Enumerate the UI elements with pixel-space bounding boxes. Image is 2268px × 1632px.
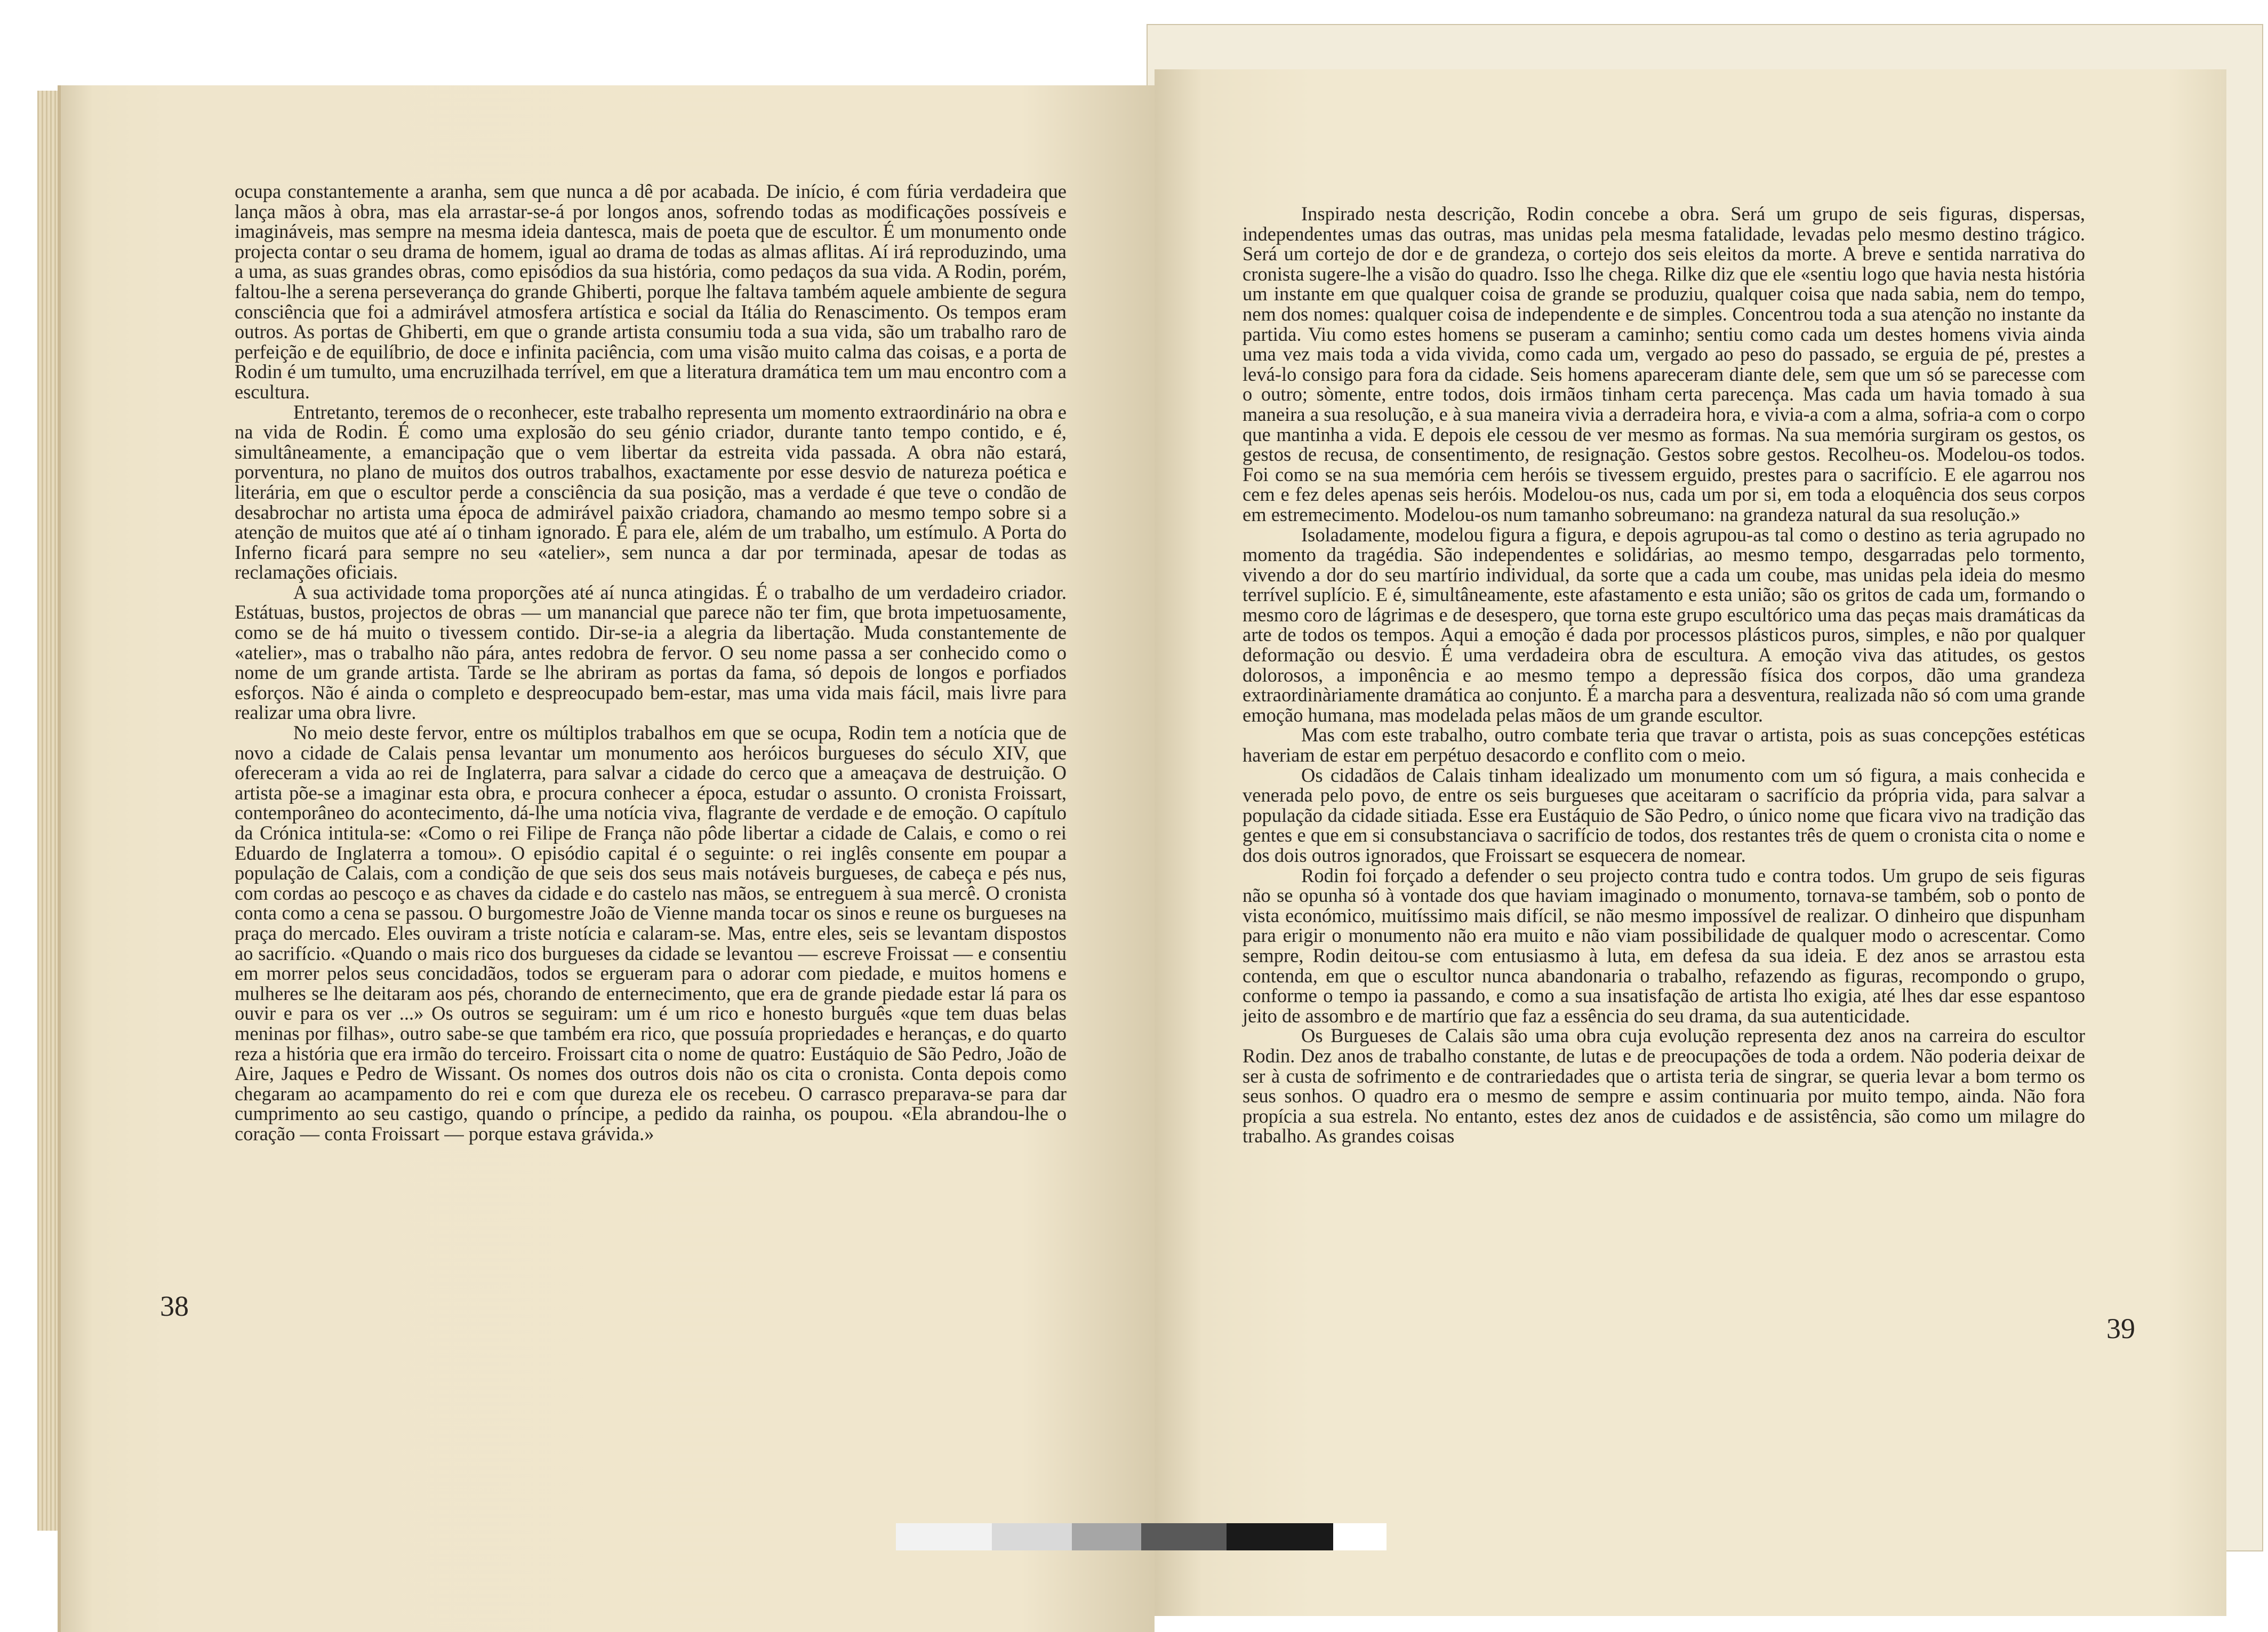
paragraph: ocupa constantemente a aranha, sem que nunca a dê por acabada. De início, é com fúria verdadeira que lança mãos à obra, mas ela arrastar-se-á por longos anos, sofrendo todas as modificações possíveis e imagináveis, mas sempre na mesma ideia dantesca, mais de poeta que de escultor. É um monumento onde projecta contar o seu drama de homem, igual ao drama de todas as almas aflitas. Aí irá reproduzindo, uma a uma, as suas grandes obras, como episódios da sua história, como pedaços da sua vida. A Rodin, porém, faltou-lhe a serena perseverança do grande Ghiberti, porque lhe faltava também aquele ambiente de segura consciência que foi a admirável atmosfera artística e social da Itália do Renascimento. Os tempos eram outros. As portas de Ghiberti, em que o grande artista consumiu toda a sua vida, são um trabalho raro de perfeição e de equilíbrio, de doce e infinita paciência, com uma visão muito calma das coisas, e a porta de Rodin é um tumulto, uma encruzilhada terrível, em que a literatura dramática tem um mau encontro com a escultura. — [235, 180, 1067, 403]
page-number-left: 38 — [160, 1290, 189, 1322]
calibration-swatch — [1227, 1523, 1333, 1550]
left-page-text — [235, 181, 1067, 1144]
paragraph: Inspirado nesta descrição, Rodin concebe a obra. Será um grupo de seis figuras, dispersas, independentes umas das outras, mas unidas pela mesma fatalidade, levadas pelo mesmo destino trágico. Será um cortejo de dor e de grandeza, o cortejo dos seis eleitos da morte. A breve e sentida narrativa do cronista sugere-lhe a visão do quadro. Isso lhe chega. Rilke diz que ele «sentiu logo que havia nesta história um instante em que qualquer coisa de grande se produziu, qualquer coisa que nada sabia, nem do tempo, nem dos nomes: qualquer coisa de independente e de simples. Concentrou toda a sua atenção no instante da partida. Viu como estes homens se puseram a caminho; sentiu como cada um destes homens vivia ainda uma vez mais toda a vida vivida, como cada um, vergado ao peso do passado, se erguia de pé, prestes a levá-lo consigo para fora da cidade. Seis homens apareceram diante dele, sem que um só se parecesse com o outro; sòmente, entre todos, dois irmãos tinham certa parecença. Mas cada um havia tomado à sua maneira a sua resolução, e à sua maneira vivia a derradeira hora, e vivia-a com a alma, sofria-a com o corpo que mantinha a vida. E depois ele cessou de ver mesmo as formas. Na sua memória surgiram os gestos, os gestos de recusa, de consentimento, de resignação. Gestos sobre gestos. Recolheu-os. Modelou-os todos. Foi como se na sua memória cem heróis se tivessem erguido, prestes para o sacrifício. E ele agarrou nos cem e fez deles apenas seis heróis. Modelou-os nus, cada um por si, em toda a eloquência dos seus corpos em estremecimento. Modelou-os num tamanho sobreumano: na grandeza natural da sua resolução.» — [1243, 203, 2085, 525]
paragraph: Rodin foi forçado a defender o seu projecto contra tudo e contra todos. Um grupo de seis figuras não se opunha só à vontade dos que haviam imaginado o monumento, tornava-se também, sob o ponto de vista económico, muitíssimo mais difícil, se não mesmo impossível de realizar. O dinheiro que dispunham para erigir o monumento não era muito e não viam possibilidade de qualquer modo o acrescentar. Como sempre, Rodin deitou-se com entusiasmo à luta, em defesa da sua ideia. E dez anos se arrastou esta contenda, em que o escultor nunca abandonaria o trabalho, refazendo as figuras, recompondo o grupo, conforme o tempo ia passando, e como a sua insatisfação de artista lho exigia, até lhes dar esse espantoso jeito de assombro e de martírio que faz a essência do seu drama, da sua autenticidade. — [1243, 864, 2085, 1027]
color-calibration-bar — [896, 1523, 1387, 1550]
calibration-swatch — [1333, 1523, 1387, 1550]
paragraph: A sua actividade toma proporções até aí nunca atingidas. É o trabalho de um verdadeiro criador. Estátuas, bustos, projectos de obras — um manancial que parece não ter fim, que brota impetuosamente, como se de há muito o tivessem contido. Dir-se-ia a alegria da libertação. Muda constantemente de «atelier», mas o trabalho não pára, antes redobra de fervor. O seu nome passa a ser conhecido como o nome de um grande artista. Tarde se lhe abriram as portas da fama, só depois de longos e porfiados esforços. Não é ainda o completo e despreocupado bem-estar, mas uma vida mais fácil, mais livre para realizar uma obra livre. — [235, 581, 1067, 724]
paragraph: Isoladamente, modelou figura a figura, e depois agrupou-as tal como o destino as teria agrupado no momento da tragédia. São independentes e solidárias, ao mesmo tempo, desgarradas pelo tormento, vivendo a dor do seu martírio individual, da sorte que a cada um coube, mas unidas pela ideia do mesmo terrível suplício. E é, simultâneamente, este afastamento e esta união; são os gritos de cada um, formando o mesmo coro de lágrimas e de desespero, que torna este grupo escultórico uma das peças mais dramáticas da arte de todos os tempos. Aqui a emoção é dada por processos plásticos puros, simples, e não por qualquer deformação ou desvio. É uma verdadeira obra de escultura. A emoção viva das atitudes, os gestos dolorosos, a imponência e ao mesmo tempo a depressão física dos corpos, dão uma grandeza extraordinàriamente dramática ao conjunto. É a marcha para a desventura, realizada não só com uma grande emoção humana, mas modelada pelas mãos de um grande escultor. — [1243, 523, 2085, 726]
paragraph: Os Burgueses de Calais são uma obra cuja evolução representa dez anos na carreira do escultor Rodin. Dez anos de trabalho constante, de lutas e de preocupações de toda a ordem. Não poderia deixar de ser à custa de sofrimento e de contrariedades que o artista teria de singrar, se queria levar a bom termo os seus sonhos. O quadro era o mesmo de sempre e assim continuaria por muito tempo, ainda. Não fora propícia a sua estrela. No entanto, estes dez anos de cuidados e de assistência, são como um milagre do trabalho. As grandes coisas — [1243, 1025, 2085, 1147]
paragraph: Os cidadãos de Calais tinham idealizado um monumento com um só figura, a mais conhecida e venerada pelo povo, de entre os seis burgueses que aceitaram o sacrifício da própria vida, para salvar a população da cidade sitiada. Esse era Eustáquio de São Pedro, o único nome que ficara vivo na tradição das gentes e que em si consubstanciava o sacrifício de todos, dos restantes três de quem o cronista cita o nome e dos dois outros ignorados, que Froissart se esquecera de nomear. — [1243, 764, 2085, 866]
calibration-swatch — [896, 1523, 992, 1550]
paragraph: Mas com este trabalho, outro combate teria que travar o artista, pois as suas concepções estéticas haveriam de estar em perpétuo desacordo e conflito com o meio. — [1243, 724, 2085, 766]
paragraph: No meio deste fervor, entre os múltiplos trabalhos em que se ocupa, Rodin tem a notícia que de novo a cidade de Calais pensa levantar um monumento aos heróicos burgueses do século XIV, que ofereceram a vida ao rei de Inglaterra, para salvar a cidade do cerco que a ameaçava de destruição. O artista põe-se a imaginar esta obra, e procura conhecer a época, estudar o assunto. O cronista Froissart, contemporâneo do acontecimento, dá-lhe uma notícia viva, flagrante de verdade e de emoção. O capítulo da Crónica intitula-se: «Como o rei Filipe de França não pôde libertar a cidade de Calais, e como o rei Eduardo de Inglaterra a tomou». O episódio capital é o seguinte: o rei inglês consente em poupar a população de Calais, com a condição de que seis dos seus mais notáveis burgueses, de cabeça e pés nus, com cordas ao pescoço e as chaves da cidade e do castelo nas mãos, se entreguem à sua mercê. O cronista conta como a cena se passou. O burgomestre João de Vienne manda tocar os sinos e reune os burgueses na praça do mercado. Eles ouviram a triste notícia e calaram-se. Mas, entre eles, seis se levantam dispostos ao sacrifício. «Quando o mais rico dos burgueses da cidade se levantou — escreve Froissat — e consentiu em morrer pelos seus concidadãos, todos se ergueram para o adorar com piedade, e muitos homens e mulheres se lhe deitaram aos pés, chorando de enternecimento, que era de grande piedade estar lá para os ouvir e para os ver ...» Os outros se seguiram: um é um rico e honesto burguês «que tem duas belas meninas por filhas», outro sabe-se que também era rico, que possuía propriedades e heranças, e do quarto reza a história que era irmão do terceiro. Froissart cita o nome de quatro: Eustáquio de São Pedro, João de Aire, Jaques e Pedro de Wissant. Os nomes dos outros dois não os cita o cronista. Conta depois como chegaram ao acampamento do rei e com que dureza ele os recebeu. O carrasco preparava-se para dar cumprimento ao seu castigo, quando o príncipe, a pedido da rainha, os poupou. «Ela abrandou-lhe o coração — conta Froissart — porque estava grávida.» — [235, 722, 1067, 1145]
calibration-swatch — [992, 1523, 1072, 1550]
paragraph: Entretanto, teremos de o reconhecer, este trabalho representa um momento extraordinário na obra e na vida de Rodin. É como uma explosão do seu génio criador, durante tanto tempo contido, e é, simultâneamente, a emancipação que o vem libertar da estreita vida passada. A obra não estará, porventura, no plano de muitos dos outros trabalhos, exactamente por esse desvio de natureza poética e literária, em que o escultor perde a consciência da sua posição, mas a verdade é que teve o condão de desabrochar no artista uma época de admirável paixão criadora, chamando ao mesmo tempo sobre si a atenção de muitos que até aí o tinham ignorado. É para ele, além de um trabalho, um estímulo. A Porta do Inferno ficará para sempre no seu «atelier», sem nunca a dar por terminada, apesar de todas as reclamações oficiais. — [235, 401, 1067, 583]
calibration-swatch — [1141, 1523, 1227, 1550]
page-number-right: 39 — [2106, 1313, 2135, 1345]
calibration-swatch — [1072, 1523, 1141, 1550]
right-page-text — [1243, 204, 2085, 1146]
